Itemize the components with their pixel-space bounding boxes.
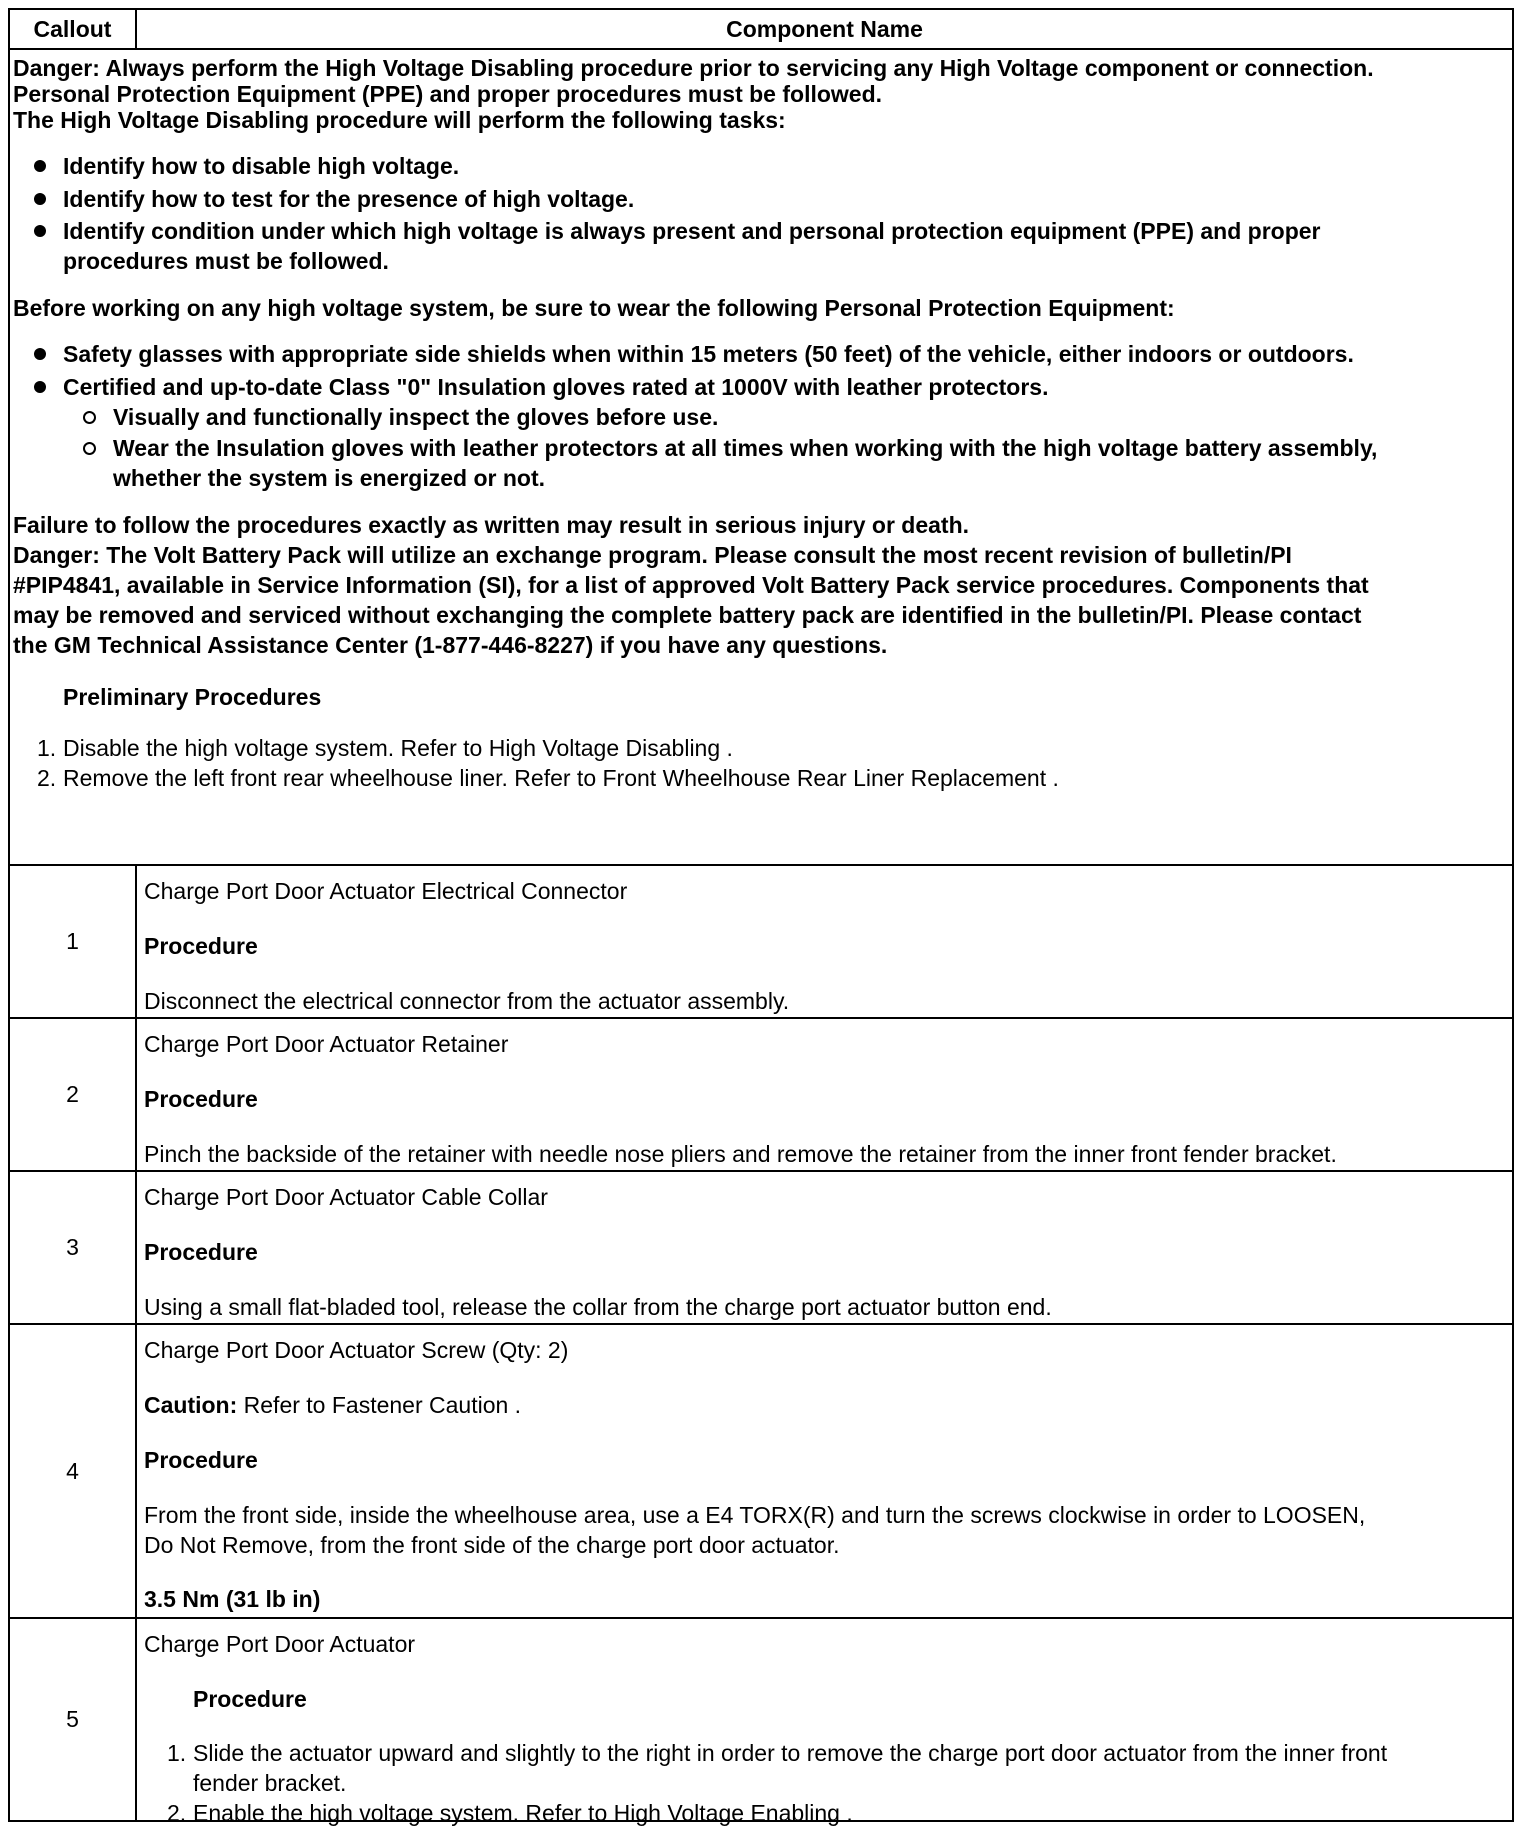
step-number: 1. (167, 1740, 187, 1766)
bullet-icon (34, 348, 46, 360)
procedure-text: Disconnect the electrical connector from the actuator assembly. (144, 988, 790, 1014)
table-row (10, 1325, 1512, 1619)
callout-number: 2 (10, 1019, 137, 1170)
step-number: 2. (167, 1800, 187, 1826)
component-name-column-header: Component Name (726, 16, 923, 42)
procedure-text: From the front side, inside the wheelhouse area, use a E4 TORX(R) and turn the screws clockwise in order to LOOSEN, (144, 1502, 1366, 1528)
sub-bullet-icon (83, 411, 96, 424)
caution-text: Refer to Fastener Caution . (237, 1392, 522, 1418)
caution-line (144, 1391, 521, 1419)
torque-spec: 3.5 Nm (31 lb in) (144, 1586, 321, 1612)
battery-exchange-danger-text: the GM Technical Assistance Center (1-877-446-8227) if you have any questions. (13, 632, 888, 658)
task-item: Identify how to disable high voltage. (63, 153, 460, 179)
sub-bullet-icon (83, 442, 96, 455)
before-working-text: Before working on any high voltage system, be sure to wear the following Personal Protection Equipment: (13, 295, 1175, 321)
table-row (10, 1619, 1512, 1826)
procedure-text: Using a small flat-bladed tool, release the collar from the charge port actuator button end. (144, 1294, 1052, 1320)
ppe-item: Certified and up-to-date Class "0" Insulation gloves rated at 1000V with leather protectors. (63, 374, 1049, 400)
procedure-label: Procedure (193, 1686, 307, 1712)
service-procedure-document (8, 8, 1514, 1826)
ppe-sub-item-continued: whether the system is energized or not. (113, 465, 545, 491)
component-name: Charge Port Door Actuator (144, 1631, 416, 1657)
task-item: Identify how to test for the presence of high voltage. (63, 186, 635, 212)
bullet-icon (34, 381, 46, 393)
ppe-sub-item: Visually and functionally inspect the gloves before use. (113, 404, 719, 430)
procedure-step: Enable the high voltage system. Refer to High Voltage Enabling . (193, 1800, 853, 1826)
high-voltage-warning-block (10, 50, 1512, 866)
preliminary-procedures-title: Preliminary Procedures (63, 684, 322, 710)
bullet-icon (34, 225, 46, 237)
callout-number: 3 (10, 1172, 137, 1323)
preliminary-step: Remove the left front rear wheelhouse liner. Refer to Front Wheelhouse Rear Liner Replacement . (63, 765, 1059, 791)
procedure-step: Slide the actuator upward and slightly to the right in order to remove the charge port door actuator from the inner front (193, 1740, 1388, 1766)
battery-exchange-danger-text: Danger: The Volt Battery Pack will utilize an exchange program. Please consult the most recent revision of bulletin/PI (13, 542, 1292, 568)
step-number: 1. (37, 735, 57, 761)
procedure-text: Pinch the backside of the retainer with needle nose pliers and remove the retainer from the inner front fender bracket. (144, 1141, 1337, 1167)
ppe-item: Safety glasses with appropriate side shields when within 15 meters (50 feet) of the vehicle, either indoors or outdoors. (63, 341, 1354, 367)
procedure-label: Procedure (144, 1447, 258, 1473)
callout-number: 5 (10, 1619, 137, 1820)
component-name: Charge Port Door Actuator Retainer (144, 1031, 509, 1057)
battery-exchange-danger-text: may be removed and serviced without exchanging the complete battery pack are identified in the bulletin/PI. Please contact (13, 602, 1362, 628)
procedure-label: Procedure (144, 1086, 258, 1112)
caution-label: Caution: (144, 1392, 238, 1418)
step-number: 2. (37, 765, 57, 791)
callout-column-header: Callout (10, 10, 137, 48)
tasks-intro-text: The High Voltage Disabling procedure will perform the following tasks: (13, 107, 786, 133)
danger-disabling-text: Danger: Always perform the High Voltage Disabling procedure prior to servicing any High Voltage component or connection. (13, 55, 1374, 81)
procedure-label: Procedure (144, 1239, 258, 1265)
bullet-icon (34, 193, 46, 205)
battery-exchange-danger-text: #PIP4841, available in Service Information (SI), for a list of approved Volt Battery Pack service procedures. Components that (13, 572, 1369, 598)
table-row (10, 1172, 1512, 1325)
failure-warning-text: Failure to follow the procedures exactly as written may result in serious injury or death. (13, 512, 970, 538)
table-row (10, 866, 1512, 1019)
component-name: Charge Port Door Actuator Electrical Connector (144, 878, 628, 904)
callout-number: 1 (10, 866, 137, 1017)
ppe-required-text: Personal Protection Equipment (PPE) and proper procedures must be followed. (13, 81, 883, 107)
callout-number: 4 (10, 1325, 137, 1617)
table-header (10, 10, 1512, 50)
task-item: Identify condition under which high voltage is always present and personal protection equipment (PPE) and proper (63, 218, 1321, 244)
ppe-sub-item: Wear the Insulation gloves with leather protectors at all times when working with the high voltage battery assembly, (113, 435, 1378, 461)
component-name: Charge Port Door Actuator Screw (Qty: 2) (144, 1337, 569, 1363)
preliminary-step: Disable the high voltage system. Refer to High Voltage Disabling . (63, 735, 733, 761)
procedure-step-continued: fender bracket. (193, 1770, 347, 1796)
component-name: Charge Port Door Actuator Cable Collar (144, 1184, 548, 1210)
procedure-text-continued: Do Not Remove, from the front side of the charge port door actuator. (144, 1532, 840, 1558)
procedure-label: Procedure (144, 933, 258, 959)
bullet-icon (34, 160, 46, 172)
table-row (10, 1019, 1512, 1172)
task-item-continued: procedures must be followed. (63, 248, 389, 274)
